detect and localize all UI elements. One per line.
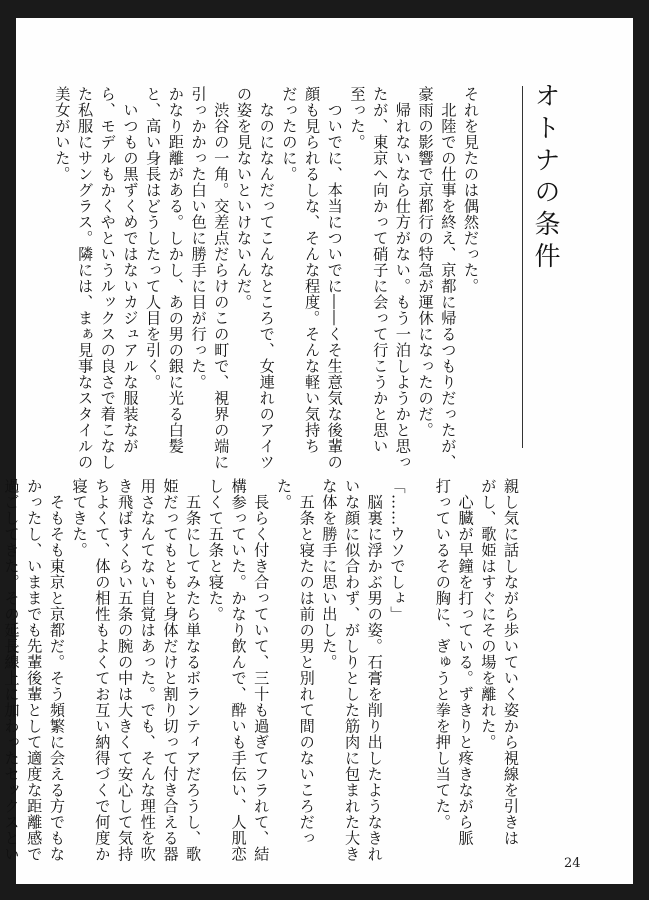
- upper-text-block: それを見たのは偶然だった。 北陸での仕事を終え、京都に帰るつもりだったが、 豪雨の影響で京都行の特急が運休になったのだ。 帰れないなら仕方がない。もう一泊しようかと思っ たが、東京へ向かって硝子に会って行こうかと思い 至った。 ついでに、本当についでに――くそ生意気な後輩の 顔も見られるしな、そんな程度。そんな軽い気持ち だったのに。 なのになんだってこんなところで、女連れのアイツ の姿を見ないといけないんだ。 渋谷の一角。交差点だらけのこの町で、視界の端に 引っかかった白い色に勝手に目が行った。 かなり距離がある。しかし、あの男の銀に光る白髪 と、高い身長はどうしたって人目を引く。 いつもの黒ずくめではないカジュアルな服装なが ら、モデルもかくやというルックスの良さで着こなし た私服にサングラス。隣には、まぁ見事なスタイルの 美女がいた。: [53, 86, 480, 470]
- book-page: [2, 18, 633, 884]
- lower-text-block: 親し気に話しながら歩いていく姿から視線を引きは がし、歌姫はすぐにその場を離れた。 心臓が早鐘を打っている。ずきりと疼きながら脈 打っているその胸に、ぎゅうと拳を押し当てた。 「……ウソでしょ」 脳裏に浮かぶ男の姿。石膏を削り出したようなきれ いな顔に似合わず、がしりとした筋肉に包まれた大き な体を勝手に思い出した。 五条と寝たのは前の男と別れて間のないころだっ た。 長らく付き合っていて、三十も過ぎてフラれて、結 構参っていた。かなり飲んで、酔いも手伝い、人肌恋 しくて五条と寝た。 五条にしてみたら単なるボランティアだろうし、歌 姫だってもともと身体だけと割り切って付き合える器 用さなんてない自覚はあった。でも、そんな理性を吹 き飛ばすくらい五条の腕の中は大きくて安心して気持 ちよくて、体の相性もよくてお互い納得づくで何度か 寝てきた。 そもそも東京と京都だ。そう頻繁に会える方でもな かったし、いままでも先輩後輩として適度な距離感で 過ごしてきた。その延長線上に加わったセックスとい: [2, 478, 520, 862]
- title-divider: [522, 86, 523, 448]
- page-number: 24: [564, 856, 581, 871]
- chapter-title: オトナの条件: [530, 82, 560, 274]
